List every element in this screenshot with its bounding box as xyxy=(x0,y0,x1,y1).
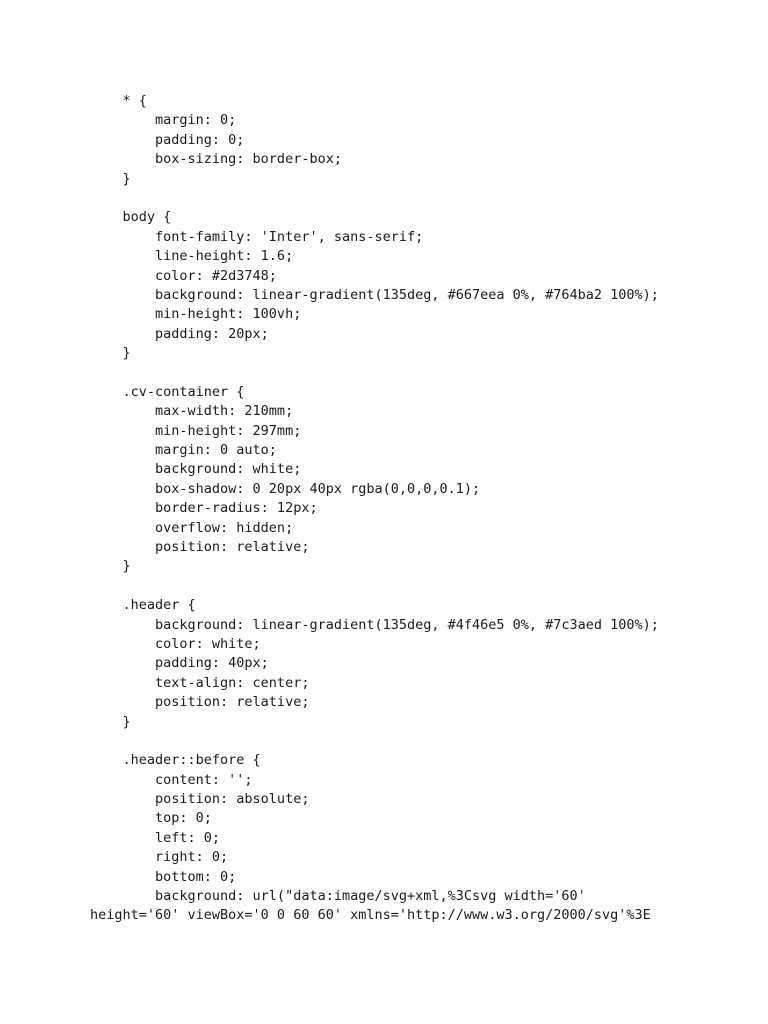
code-line: } xyxy=(90,345,131,362)
code-line: padding: 20px; xyxy=(90,325,269,342)
code-line: position: relative; xyxy=(90,538,310,555)
code-line: box-sizing: border-box; xyxy=(90,151,342,168)
code-line: .header { xyxy=(90,597,196,614)
code-line: line-height: 1.6; xyxy=(90,248,294,265)
code-line: * { xyxy=(90,93,147,109)
code-line: background: url("data:image/svg+xml,%3Csvg width='60' xyxy=(90,888,586,905)
code-line: content: ''; xyxy=(90,771,253,788)
code-line xyxy=(90,189,659,208)
code-line: margin: 0; xyxy=(90,112,237,129)
code-line: max-width: 210mm; xyxy=(90,403,294,420)
code-line: left: 0; xyxy=(90,829,221,846)
code-line: .cv-container { xyxy=(90,383,245,400)
code-line: color: #2d3748; xyxy=(90,267,277,284)
code-line: box-shadow: 0 20px 40px rgba(0,0,0,0.1); xyxy=(90,480,481,497)
code-line: body { xyxy=(90,209,172,226)
code-line: overflow: hidden; xyxy=(90,519,294,536)
code-line: background: white; xyxy=(90,461,302,478)
code-line: min-height: 100vh; xyxy=(90,306,302,323)
code-line: background: linear-gradient(135deg, #667eea 0%, #764ba2 100%); xyxy=(90,286,659,303)
code-line: min-height: 297mm; xyxy=(90,422,302,439)
code-line: .header::before { xyxy=(90,752,261,769)
code-line: right: 0; xyxy=(90,849,229,866)
code-line: color: white; xyxy=(90,635,261,652)
code-line: border-radius: 12px; xyxy=(90,500,318,517)
code-line: padding: 40px; xyxy=(90,655,269,672)
code-line: font-family: 'Inter', sans-serif; xyxy=(90,228,424,245)
code-line: padding: 0; xyxy=(90,131,245,148)
code-line: height='60' viewBox='0 0 60 60' xmlns='http://www.w3.org/2000/svg'%3E xyxy=(90,907,651,924)
code-line: } xyxy=(90,713,131,730)
code-line: text-align: center; xyxy=(90,674,310,691)
code-line: position: absolute; xyxy=(90,791,310,808)
code-line: } xyxy=(90,170,131,187)
code-line: margin: 0 auto; xyxy=(90,442,277,459)
code-line: bottom: 0; xyxy=(90,868,237,885)
code-line: background: linear-gradient(135deg, #4f46e5 0%, #7c3aed 100%); xyxy=(90,616,659,633)
code-line xyxy=(90,577,659,596)
code-block xyxy=(90,92,659,926)
code-line: top: 0; xyxy=(90,810,212,827)
code-line xyxy=(90,732,659,751)
code-line xyxy=(90,363,659,382)
code-line: position: relative; xyxy=(90,694,310,711)
code-line: } xyxy=(90,558,131,575)
